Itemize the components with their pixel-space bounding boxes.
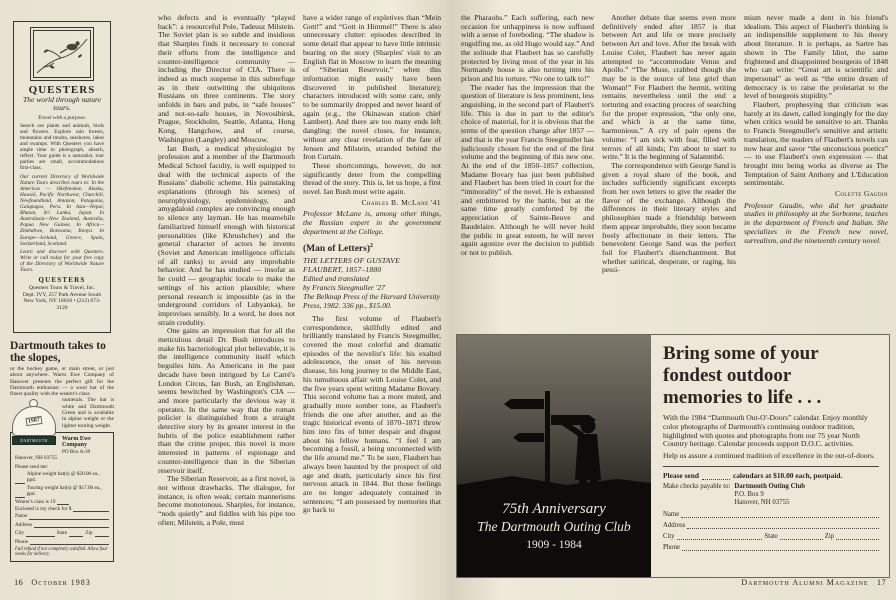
hat-ad-body-2: numerals. The hat is white and Dartmouth Green and is available in alpine weight or the lighter touring weight. [62, 397, 114, 429]
order-options [15, 471, 109, 498]
right-page-column-1 [461, 14, 594, 328]
right-page-folio [735, 577, 886, 587]
zip-blank [95, 532, 109, 537]
article-paragraph: Ian Bush, a medical physiologist by profession and a member of the Dartmouth Medical School faculty, is well equipped to deal with the technical aspects of the Russians’ diabolic scheme. His painstaking explanations (through his scenes) of neurophysiology, epidemiology, and amygdaloid complex are convincing enough to silence any layman. He has meanwhile familiarized himself enough with historical personalities (like Khrushchev) and the general character of actors he invents (Soviet and American intelligence officials of all ranks) to avoid any improbable behavior. And he has studied — insofar as he could — geographic locale to make the settings of his action plausible; where personal research is impossible (as in the underground corridors of Lubyanka), he improvises sensibly. In a word, he does not strain credulity. [158, 143, 295, 327]
footnote-marker: 2 [370, 242, 374, 249]
calendar-ad-body-2: Help us assure a continued tradition of excellence in the out-of-doors. [663, 451, 875, 461]
review-paragraph: Flaubert, prophesying that criticism was barely at its dawn, called longingly for the day when critics would be sensitive to art. Thanks to Francis Steegmuller's sensitive and artistic translation, the readers of Flaubert's novels can now hear and savor “the unconscious poetics” — to use Flaubert's own expression — that brought into being works as diverse as The Temptation of Saint Anthony and L'Education sentimentale. [744, 100, 888, 188]
name-blank [29, 515, 109, 520]
company-line: PO Box A-39 [62, 448, 91, 455]
order-option-label: Alpine weight hat(s) @ $20.00 ea., ppd. [26, 471, 100, 484]
book-translator-line: by Francis Steegmuller '27 [303, 283, 385, 293]
address-blank [34, 523, 109, 528]
check-line [15, 506, 109, 512]
order-option-line [15, 471, 109, 484]
phone-label: Phone [15, 538, 28, 545]
article-conclusion [303, 14, 441, 197]
state-blank [780, 533, 823, 540]
check-line-label: Enclosed is my check for $ [15, 506, 72, 513]
order-option-line [15, 485, 109, 498]
city-label: City [15, 530, 24, 537]
name-row [15, 513, 109, 519]
anniversary-photo [457, 335, 651, 577]
phone-label: Phone [663, 543, 680, 551]
check-amount-blank [73, 507, 109, 512]
questers-etching-inner [33, 30, 91, 78]
book-citation [303, 257, 441, 310]
hat-year-tag: 1987 [26, 416, 43, 426]
address-row [663, 522, 879, 529]
review-paragraph: mism never made a dent in his friend's idealism. This aspect of Flaubert's thinking is an indispensible supplement to his theory about literature. It is perhaps, as Sartre has shown in The Family Idiot, the same frightened and disappointed bourgeois of 1848 who can write: “Great art is scientific and impersonal” as well as “the entire dream of democracy is to raise the proletariat to the level of bourgeois stupidity.” [744, 14, 888, 101]
hat-band [12, 436, 56, 445]
address-label: Address [663, 521, 686, 529]
calendar-order-form [663, 511, 879, 555]
class-blank [57, 500, 69, 505]
article-paragraph: One gains an impression that for all the meticulous detail Dr. Bush introduces to make his bacteriological plot believable, it is the intelligence community itself which beguiles him. As Americans in the past decade have been intrigued by Le Carré's London Circus, Ian Bush, an Englishman, seems bewitched by Washington's CIA — and more particularly the devious way it operates. In the same way that the roman policier is distinguished from a straight detective story by its greater interest in the hubris of the police establishment rather than the crime proper, this novel is more interested in patterns of espionage and counter-intelligence than in the Siberian reservoir itself. [158, 326, 295, 475]
name-label: Name [15, 513, 28, 520]
class-line-label: Wearer's class is 19 [15, 498, 56, 505]
company-line: Warm Ewe Company [62, 435, 91, 449]
left-page-column-3 [303, 14, 441, 566]
questers-address [20, 285, 104, 311]
address-blank [687, 522, 879, 529]
photo-caption-line-1: 75th Anniversary [502, 501, 606, 517]
photo-caption-line-3: 1909 - 1984 [526, 539, 582, 551]
city-state-zip-row [15, 530, 109, 536]
name-blank [681, 511, 879, 518]
zip-blank [836, 533, 879, 540]
review-paragraph: Another debate that seems even more definitively ended after 1857 is that between Art and life or more precisely between Art and love. After the break with Louise Colet, Flaubert has never again attempted to “accommodate Venus and Apollo.” “The Muse, crabbed though she may be is the source of less grief than Woman!” For Flaubert the hermit, writing remains nevertheless until the end a torturing and exacting process of searching for the proper expression, “the only one, and which is at the same time, harmonious.” A cry of pain opens the volume: “I am sick with fear, filled with terrors of all kinds; I'm about to start to write.” It is the beginning of Salammbô. [602, 14, 736, 162]
book-publisher-line: The Belknap Press of the Harvard University Press, 1982. 336 pp., $15.00. [303, 292, 440, 310]
coupon-divider [663, 466, 879, 467]
review-opening [303, 315, 441, 515]
reviewer-bio: Professor McLane is, among other things, the Russian expert in the government department at the College. [303, 209, 441, 236]
questers-body [20, 123, 104, 273]
hat-ad-body-1: or the hockey game, or main street, or just about anywhere. Warm Ewe Company of Hanover presents the perfect gift for the Dartmouth enthusiast — a wool hat of the finest quality with the wearer's class [10, 366, 114, 398]
hat-ad-headline: Dartmouth takes to the slopes, [10, 340, 106, 364]
questers-address-line: Questers Tours & Travel, Inc. [28, 285, 96, 292]
zip-label: Zip [85, 530, 93, 537]
order-intro: Please send me: [15, 463, 49, 470]
payee-line: Hanover, NH 03755 [734, 498, 790, 506]
calendar-ad-headline: Bring some of your fondest outdoor memories to life . . . [663, 343, 822, 408]
questers-paragraph: Learn and discover with Questers. Write or call today for your free copy of the Directory of Worldwide Nature Tours. [20, 248, 104, 273]
state-blank [69, 532, 83, 537]
questers-address-line: Dept. IVY, 257 Park Avenue South [22, 291, 102, 298]
city-label: City [663, 532, 675, 540]
right-page-column-2 [602, 14, 736, 328]
questers-name-caps: QUESTERS [38, 276, 86, 285]
calendar-ad-copy [651, 335, 889, 577]
payee-line: Dartmouth Outing Club [734, 482, 805, 490]
warm-ewe-hat-ad [10, 340, 114, 578]
order-option-label: Touring weight hat(s) @ $17.00 ea., ppd. [26, 484, 102, 498]
city-blank [677, 533, 763, 540]
quantity-blank [15, 493, 25, 498]
reviewer-bio: Professor Gaudin, who did her graduate studies in philosophy at the Sorbonne, teaches in the department of French and Italian. She specializes in the French new novel, surrealism, and the nineteenth century novel. [744, 200, 888, 245]
hat-band-text: DARTMOUTH [20, 438, 48, 443]
bird-branch-etching-icon [34, 31, 90, 77]
order-post-label: calendars at $10.00 each, postpaid. [732, 470, 843, 480]
quantity-blank [15, 479, 25, 484]
calendar-order-line [663, 471, 879, 480]
right-page-number: 17 [876, 577, 886, 587]
article-paragraph: who defects and is eventually “played back”: a resourceful Pole, Tadeusz Milstein. The Soviet plan is so subtle and insidious that Sharples finds it necessary to conceal their efforts from the intelligence and counter-intelligence community — including the Director of CIA. There is indeed as much suspense in this subterfuge as in their outwitting the ubiquitous Russians on three continents. The story unfolds in bars and pubs, in “safe houses” and not-so-safe houses, in Novosibirsk, Prague, Stockholm, Seattle, Atlanta, Hong Kong, Hangchow, and of course, Washington (Langley) and Moscow. [158, 14, 295, 144]
questers-etching-frame [30, 27, 94, 81]
issue-date: October 1983 [31, 578, 91, 587]
company-line: Hanover, NH 03755 [15, 455, 58, 462]
class-line [15, 499, 109, 505]
section-heading [303, 242, 441, 254]
review-paragraph: The correspondence with George Sand is given a royal share of the book, and includes sufficiently significant excerpts from her own letters to give the reader the flavor of the exchange. Although the differences in their literary styles and philosophies made a friendship between them appear improbable, they soon became freely affectionate in their letters. The benevolent George Sand was the perfect foil for Flaubert's disenchantment. But whether satirical, desperate, or raging, his pessi- [602, 160, 736, 275]
phone-row [663, 544, 879, 551]
questers-tagline: The world through nature tours. [22, 95, 102, 113]
magazine-title: Dartmouth Alumni Magazine [741, 578, 869, 587]
photo-caption-line-2: The Dartmouth Outing Club [477, 519, 631, 534]
signpost [545, 391, 550, 487]
phone-row [15, 539, 109, 545]
order-pre-label: Please send [663, 470, 699, 480]
questers-address-line: New York, NY 10010 • (212) 673-3120 [23, 298, 101, 311]
silhouette-photo-illustration [457, 335, 651, 577]
name-row [663, 511, 879, 518]
article-paragraph: have a wider range of expletives than “Mein Gott!” and “Gott in Himmel!” There is also unnecessary clutter: episodes described in some detail that appear to have little intrinsic bearing on the story (Sharples' visit to an English flat in Moscow to learn the meaning of “Siberian Reservoir,” when this information might easily have been discovered in published literature); characters introduced with some care, only to be summarily dropped and never heard of again (e.g., the Okinawan station chief Lambert). And there are too many ends left dangling: the novel closes, for instance, without any clear revelation of the fate of Jensen and Milstein, stranded behind the Iron Curtain. [303, 14, 441, 162]
checks-payable-label: Make checks payable to: [663, 482, 731, 490]
knit-hat-illustration [10, 399, 58, 453]
questers-logo: QUESTERS [28, 84, 96, 96]
zip-label: Zip [824, 532, 835, 540]
questers-ad [13, 21, 111, 333]
questers-intro: Travel with a purpose. [37, 114, 87, 121]
left-page-folio [14, 577, 97, 587]
review-paragraph: The first volume of Flaubert's correspondence, skillfully edited and brilliantly translated by Francis Steegmuller, covered the most colorful and dramatic episodes of the novelist's life: his exalted adolescence, the onset of his nervous disease, his long journey to the Middle East, his tumultuous affair with Louise Colet, and the five years spent writing Madame Bovary. This second volume has a more muted, and gradually more somber tone, as Flaubert's friends die one after another, and as the tragic historical events of 1870–1871 throw him into fits of bitter despair and disgust about his fellow humans. “I feel I am becoming a fossil, a being unconnected with the life around me.” To be sure, Flaubert has always been haunted by the prospect of old age and death, particularly since his first nervous attack in 1844. But those feelings are no longer adequately contained in sentences; “I am possessed by memories that go back to [303, 313, 441, 515]
state-label: State [764, 532, 778, 540]
right-page-column-3 [744, 14, 888, 348]
address-label: Address [15, 521, 33, 528]
name-label: Name [663, 510, 680, 518]
phone-blank [682, 544, 879, 551]
state-label: State [56, 530, 68, 537]
questers-paragraph: Our current Directory of Worldwide Nature Tours describes tours to: In the Americas — Okefenokee, Alaska, Hawaii, Pacific Northwest, Churchill, Newfoundland, Amazon, Patagonia, Galapagos, Peru. In Asia—Nepal, Bhutan, Sri Lanka, Japan. In Australasia—New Zealand, Australia, Papua New Guinea. In Africa—Zimbabwe, Botswana, Kenya. In Europe—Iceland, Greece, Spain, Switzerland, Scotland. [20, 173, 104, 247]
review-paragraph: the Pharaohs.” Each suffering, each new occasion for unhappiness is now suffused with a sense of foreboding. “The shadow is engulfing me, as old Hugo would say.” And the solitude that Flaubert has so carefully protected by living most of the year in his Normandy house is also turning into his prison and his torture. “No one to talk to!” [461, 14, 594, 83]
hat-crown [12, 406, 56, 436]
city-blank [26, 532, 55, 537]
payee-line: P.O. Box 9 [734, 490, 764, 498]
article-paragraph: These shortcomings, however, do not significantly deter from the compelling thread of the story. This is, let us hope, a first novel. Ian Bush must write again. [303, 160, 441, 197]
book-title: THE LETTERS OF GUSTAVE FLAUBERT, 1857–1880 [303, 256, 400, 275]
left-page-number: 16 [14, 577, 24, 587]
reviewer-byline: Colette Gaudin [834, 189, 888, 199]
address-row [15, 522, 109, 528]
calendar-quantity-blank [702, 473, 730, 480]
article-paragraph: The Siberian Reservoir, as a first novel, is not without drawbacks. The dialogue, for instance, is often weak; certain mannerisms become monotonous. Sharples, for instance, “nods quietly” and fiddles with his pipe too often; Milstein, a Pole, must [158, 474, 295, 527]
outing-club-calendar-ad [456, 334, 890, 578]
review-paragraph: The reader has the impression that the question of literature is less prominent, less anguishing, in the second part of Flaubert's life. This is due in part to the editor's choice of material, for it is obvious that the terms of the question change after 1857 — and that is the year Francis Steegmuller has judiciously chosen for the end of the first volume and the beginning of this new one. At the end of the 1850–1857 collection, Madame Bovary has just been published and Flaubert has been tried in court for the “immorality” of the novel. He is exhausted and embittered by the battle, but at the same time greatly comforted by the appreciation of Sainte-Beuve and Baudelaire. Although he will never hold the public in great esteem, he will never again agonize over the decision to publish or not to publish. [461, 82, 594, 257]
reviewer-byline: Charles B. McLane '41 [361, 197, 441, 207]
left-page-column-2 [158, 14, 295, 566]
coupon-fine-print: Full refund if not completely satisfied. Allow four weeks for delivery. [15, 547, 108, 558]
phone-blank [30, 540, 109, 545]
checks-payable-block [663, 483, 879, 507]
section-heading-text: (Man of Letters) [303, 243, 371, 254]
payee-address [734, 483, 805, 507]
city-state-zip-row [663, 533, 879, 540]
review-conclusion [744, 14, 888, 188]
book-editor-line: Edited and translated [303, 274, 369, 284]
calendar-ad-body: With the 1984 “Dartmouth Out-O'-Doors” calendar. Enjoy monthly color photographs of Dartmouth's continuing outdoor tradition, highlighted with quotes and photographs from our 75 year North Country heritage. Calendar proceeds support D.O.C. activities. [663, 413, 868, 449]
questers-paragraph: Search out plants and animals, birds and flowers. Explore rain forests, mountains and tundra, seashores, lakes and swamps. With Questers you have ample time to photograph, absorb, reflect. Your guide is a naturalist, tour parties are small, accommodations first-class. [20, 122, 104, 172]
